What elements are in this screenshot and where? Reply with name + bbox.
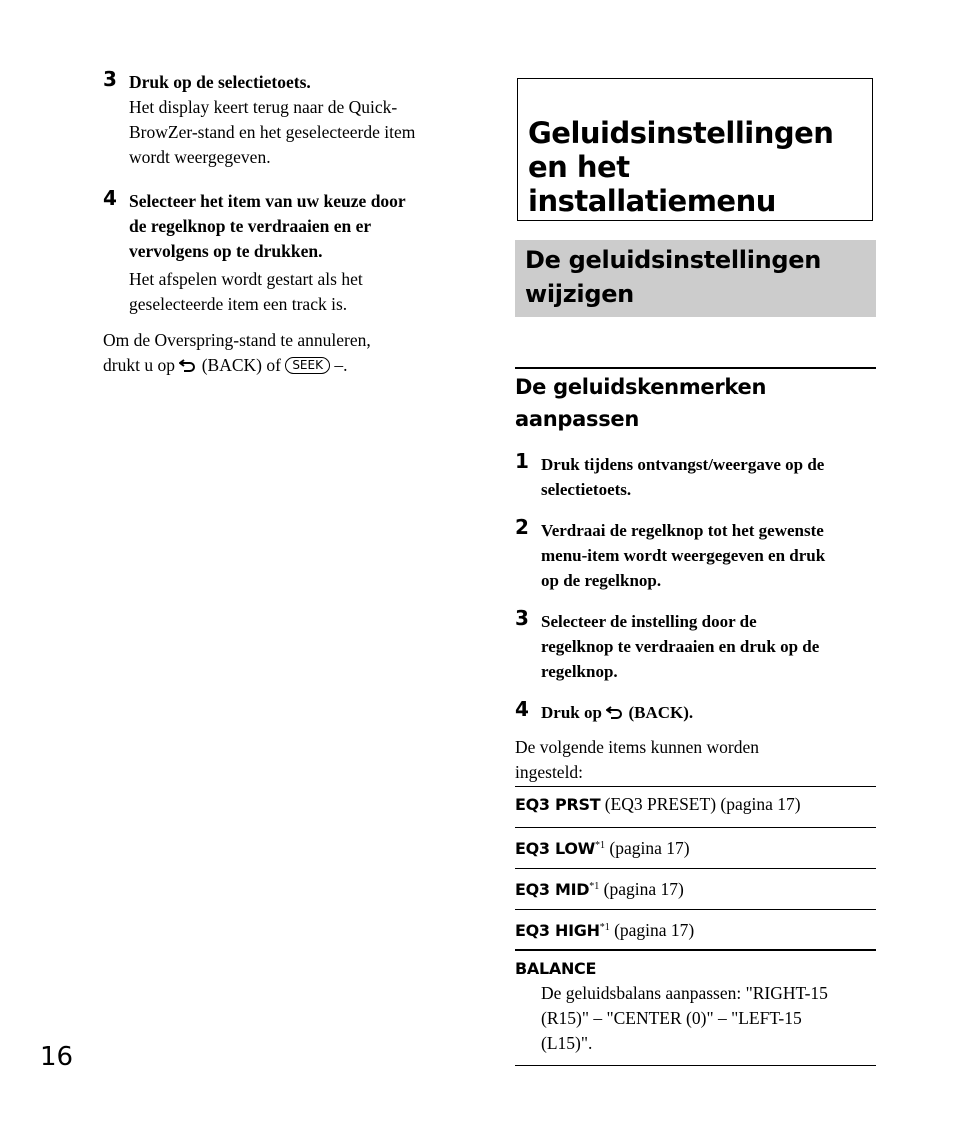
- balance-description: De geluidsbalans aanpassen: "RIGHT-15 (R15)" – "CENTER (0)" – "LEFT-15 (L15)".: [541, 983, 828, 1053]
- step-title: Selecteer het item van uw keuze door de regelknop te verdraaien en er vervolgens op te drukken.: [129, 191, 406, 261]
- item-balance: BALANCE De geluidsbalans aanpassen: "RIGHT-15 (R15)" – "CENTER (0)" – "LEFT-15 (L15)".: [515, 956, 876, 1056]
- step-title: Druk op de selectietoets.: [129, 72, 311, 92]
- step-3-right: [515, 606, 876, 684]
- step-title: Selecteer de instelling door de regelknop te verdraaien en druk op de regelknop.: [541, 612, 820, 681]
- step-number: 4: [515, 697, 529, 721]
- item-divider: [515, 1065, 876, 1066]
- item-divider: [515, 949, 876, 951]
- subsection-title: De geluidskenmerken aanpassen: [515, 375, 767, 431]
- step-4-right: [515, 697, 876, 725]
- step-title: Verdraai de regelknop tot het gewenste menu-item wordt weergegeven en druk op de regelknop.: [541, 521, 826, 590]
- step-number: 4: [103, 186, 117, 210]
- item-divider: [515, 786, 876, 787]
- step-3-left: [103, 67, 473, 170]
- step-number: 3: [515, 606, 529, 630]
- step-title: Druk op (BACK).: [541, 703, 694, 722]
- section-title: De geluidsinstellingen wijzigen: [525, 246, 822, 308]
- step-number: 3: [103, 67, 117, 91]
- cancel-note: Om de Overspring-stand te annuleren, drukt u op (BACK) of SEEK –.: [103, 330, 371, 375]
- step-title: Druk tijdens ontvangst/weergave op de selectietoets.: [541, 455, 825, 499]
- items-intro: De volgende items kunnen worden ingesteld:: [515, 737, 759, 782]
- item-divider: [515, 827, 876, 828]
- subsection-rule: [515, 367, 876, 369]
- step-1-right: [515, 449, 876, 502]
- item-eq3-high: EQ3 HIGH$^{*1}$ (pagina 17): [515, 920, 695, 940]
- step-4-left: [103, 186, 473, 317]
- item-divider: [515, 909, 876, 910]
- step-number: 1: [515, 449, 529, 473]
- chapter-title-box: [517, 78, 873, 221]
- item-eq3-low: EQ3 LOW$^{*1}$ (pagina 17): [515, 838, 690, 858]
- item-eq3-prst: EQ3 PRST (EQ3 PRESET) (pagina 17): [515, 794, 801, 814]
- section-title-bar: [515, 240, 876, 317]
- step-2-right: [515, 515, 876, 593]
- step-body: Het afspelen wordt gestart als het geselecteerde item een track is.: [129, 269, 363, 314]
- chapter-title: Geluidsinstellingen en het installatiemenu: [528, 116, 834, 218]
- seek-button-glyph: SEEK: [285, 357, 330, 374]
- back-arrow-icon: [179, 358, 197, 372]
- step-body: Het display keert terug naar de Quick- BrowZer-stand en het geselecteerde item wordt weergegeven.: [129, 97, 416, 167]
- back-arrow-icon: [606, 705, 624, 719]
- step-number: 2: [515, 515, 529, 539]
- page-number: 16: [40, 1042, 74, 1072]
- item-eq3-mid: EQ3 MID$^{*1}$ (pagina 17): [515, 879, 684, 899]
- item-divider: [515, 868, 876, 869]
